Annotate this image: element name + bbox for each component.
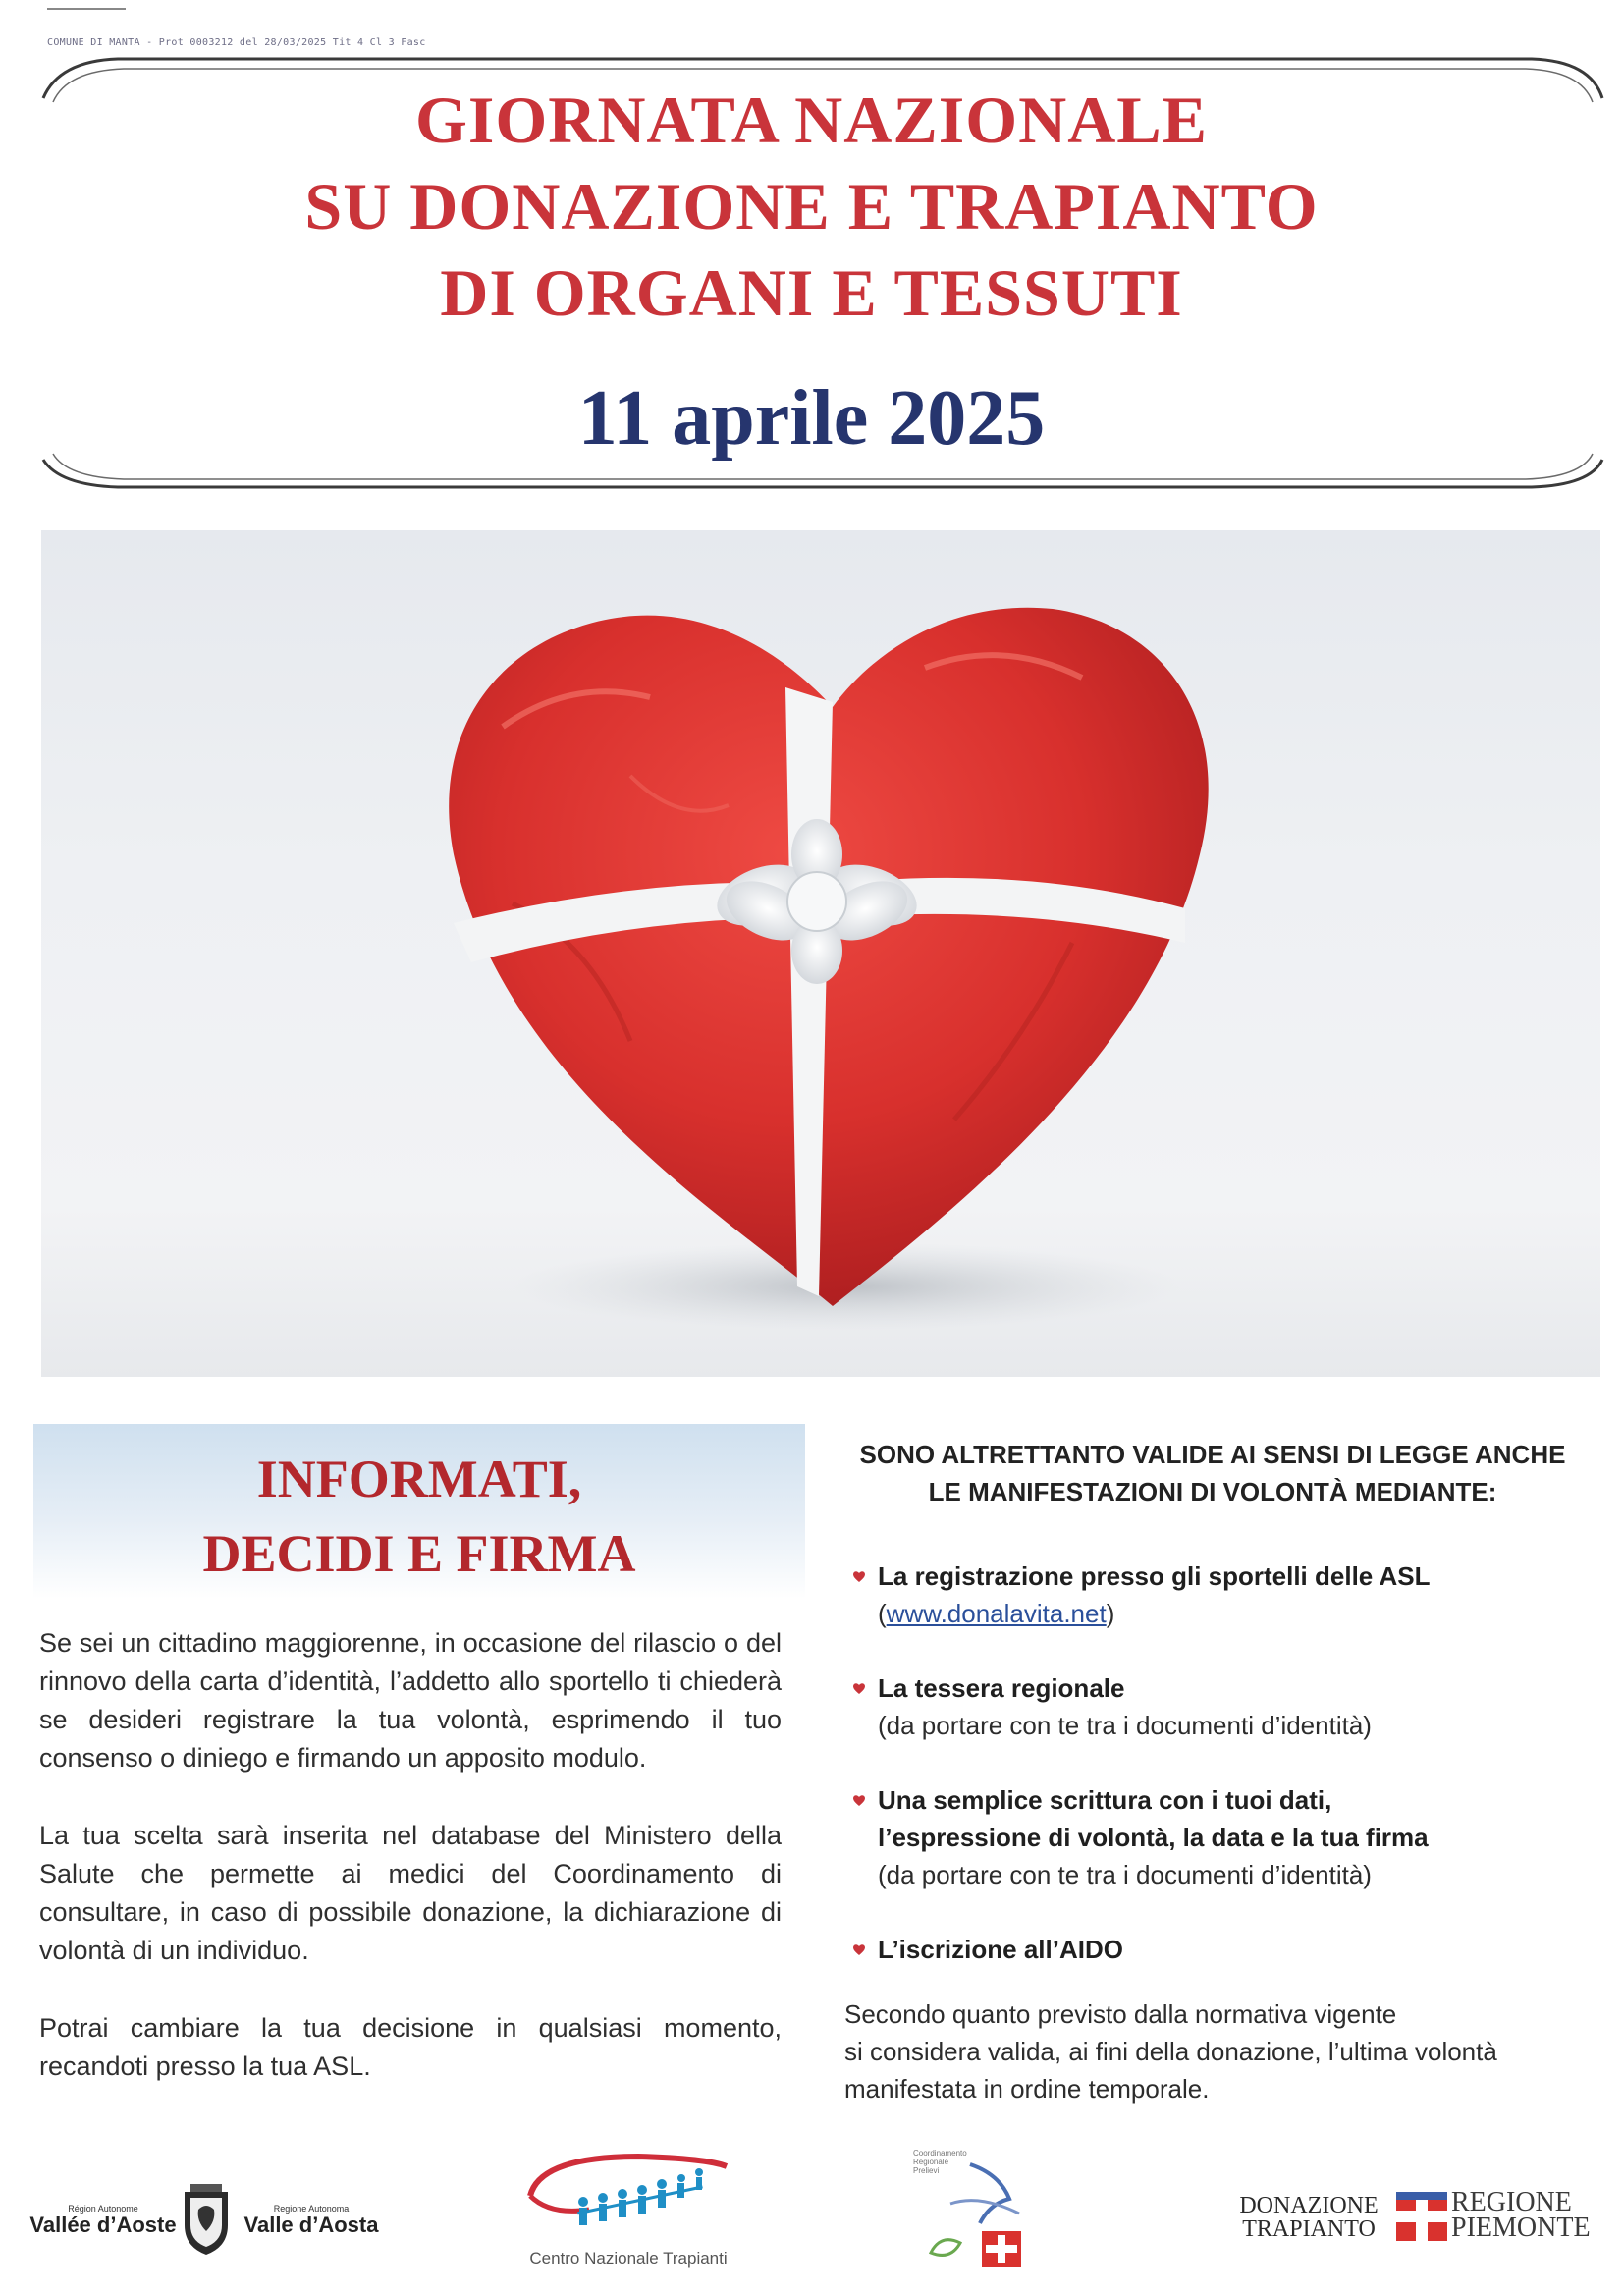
bullet-tessera bbox=[852, 1669, 1598, 1748]
right-heading-line-2: LE MANIFESTAZIONI DI VOLONTÀ MEDIANTE: bbox=[928, 1477, 1497, 1506]
bullet-aido bbox=[852, 1931, 1598, 1970]
bullet-scrittura bbox=[852, 1781, 1598, 1899]
informati-line-1: INFORMATI, bbox=[256, 1449, 582, 1508]
title-line-1: GIORNATA NAZIONALE bbox=[414, 82, 1209, 157]
bullet-asl-close: ) bbox=[1106, 1599, 1115, 1628]
donazione-line: DONAZIONE bbox=[1239, 2193, 1379, 2218]
coordinamento-figure-icon bbox=[911, 2145, 1049, 2272]
coord-line-2: Regionale bbox=[913, 2158, 949, 2166]
bullet-tessera-sub: (da portare con te tra i documenti d’identità) bbox=[878, 1711, 1372, 1740]
vda-left-name: Vallée d’Aoste bbox=[29, 2213, 177, 2237]
informati-line-2: DECIDI E FIRMA bbox=[202, 1524, 636, 1583]
trapianto-line: TRAPIANTO bbox=[1242, 2216, 1376, 2242]
bullet-asl bbox=[852, 1558, 1598, 1636]
event-date: 11 aprile 2025 bbox=[577, 375, 1046, 462]
vda-left-small: Région Autonome bbox=[68, 2204, 138, 2214]
paragraph-3: Potrai cambiare la tua decisione in qualsiasi momento, recandoti presso la tua ASL. bbox=[39, 2013, 782, 2081]
paragraph-2: La tua scelta sarà inserita nel database del Ministero della Salute che permette ai medici del Coordinamento di consultare, in caso di possibile donazione, la dichiarazione di volontà di un individuo. bbox=[39, 1821, 782, 1965]
regione-piemonte-logo bbox=[1396, 2187, 1593, 2249]
regione-line: REGIONE bbox=[1451, 2187, 1572, 2217]
bullet-scrittura-line-1: Una semplice scrittura con i tuoi dati, bbox=[878, 1785, 1332, 1815]
cnt-label: Centro Nazionale Trapianti bbox=[529, 2249, 728, 2268]
bullet-scrittura-sub: (da portare con te tra i documenti d’identità) bbox=[878, 1860, 1372, 1889]
bullet-asl-text: La registrazione presso gli sportelli delle ASL bbox=[878, 1561, 1431, 1591]
right-heading bbox=[835, 1436, 1591, 1510]
wrapped-heart-image bbox=[41, 530, 1600, 1377]
paragraph-1: Se sei un cittadino maggiorenne, in occasione del rilascio o del rinnovo della carta d’identità, l’addetto allo sportello ti chiederà se desideri registrare la tua volontà, esprimendo il tuo consenso o diniego e firmando un apposito modulo. bbox=[39, 1628, 782, 1773]
piemonte-cross-icon bbox=[1396, 2192, 1447, 2241]
coord-line-1: Coordinamento bbox=[913, 2149, 967, 2158]
legal-note-line-2: si considera valida, ai fini della donazione, l’ultima volontà bbox=[844, 2037, 1497, 2066]
vda-right-name: Valle d’Aosta bbox=[243, 2213, 379, 2237]
heart-icon bbox=[852, 1793, 866, 1807]
piemonte-line: PIEMONTE bbox=[1451, 2213, 1591, 2243]
bullet-tessera-text: La tessera regionale bbox=[878, 1673, 1125, 1703]
protocol-stamp: COMUNE DI MANTA - Prot 0003212 del 28/03/2025 Tit 4 Cl 3 Fasc bbox=[47, 37, 426, 48]
heart-icon bbox=[852, 1942, 866, 1956]
legal-note bbox=[844, 1995, 1591, 2107]
vda-right-small: Regione Autonoma bbox=[273, 2204, 350, 2214]
title-line-2: SU DONAZIONE E TRAPIANTO bbox=[304, 169, 1319, 244]
valle-daosta-logo bbox=[29, 2182, 383, 2261]
bullet-scrittura-line-2: l’espressione di volontà, la data e la tua firma bbox=[878, 1823, 1429, 1852]
informati-heading bbox=[33, 1442, 805, 1591]
legal-note-line-1: Secondo quanto previsto dalla normativa vigente bbox=[844, 1999, 1397, 2029]
cnt-people-chain-icon bbox=[520, 2147, 736, 2245]
right-heading-line-1: SONO ALTRETTANTO VALIDE AI SENSI DI LEGGE ANCHE bbox=[859, 1440, 1566, 1469]
donazione-trapianto-logo bbox=[1235, 2194, 1382, 2253]
bullet-aido-text: L’iscrizione all’AIDO bbox=[878, 1935, 1123, 1964]
coord-line-3: Prelievi bbox=[913, 2166, 940, 2175]
donalavita-link[interactable]: www.donalavita.net bbox=[886, 1599, 1107, 1628]
legal-note-line-3: manifestata in ordine temporale. bbox=[844, 2074, 1210, 2104]
heart-icon bbox=[852, 1569, 866, 1583]
cnt-logo bbox=[520, 2147, 736, 2274]
heart-icon bbox=[852, 1681, 866, 1695]
coordinamento-logo bbox=[911, 2145, 1049, 2272]
title-line-3: DI ORGANI E TESSUTI bbox=[440, 255, 1183, 330]
valle-daosta-coat-of-arms-icon bbox=[177, 2182, 236, 2257]
bullet-asl-open: ( bbox=[878, 1599, 887, 1628]
